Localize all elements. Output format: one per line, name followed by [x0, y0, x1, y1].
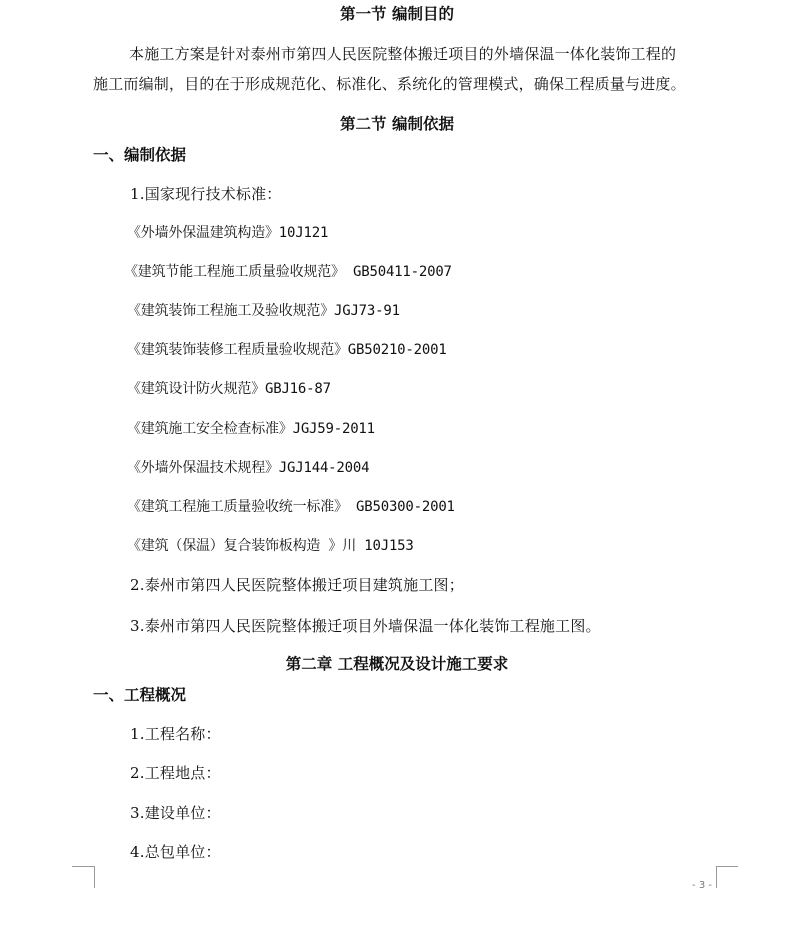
overview-item-general-contractor: 4.总包单位：: [130, 843, 221, 861]
crop-mark-right: [716, 866, 717, 888]
chapter-heading-overview: 第二章 工程概况及设计施工要求: [285, 654, 509, 673]
standard-item: 《建筑装饰工程施工及验收规范》JGJ73-91: [127, 303, 400, 319]
standard-item: 《外墙外保温建筑构造》10J121: [127, 225, 329, 241]
overview-item-owner: 3.建设单位：: [130, 804, 221, 822]
section-heading-purpose: 第一节 编制目的: [340, 4, 454, 23]
section-heading-basis: 第二节 编制依据: [340, 114, 454, 133]
basis-item-3: 3.泰州市第四人民医院整体搬迁项目外墙保温一体化装饰工程施工图。: [130, 617, 601, 635]
overview-item-location: 2.工程地点：: [130, 764, 221, 782]
purpose-paragraph-line-2: 施工而编制，目的在于形成规范化、标准化、系统化的管理模式，确保工程质量与进度。: [93, 75, 686, 93]
standard-item: 《建筑装饰装修工程质量验收规范》GB50210-2001: [127, 342, 447, 358]
standard-item: 《外墙外保温技术规程》JGJ144-2004: [127, 460, 370, 476]
standard-item: 《建筑设计防火规范》GBJ16-87: [127, 381, 331, 397]
standard-item: 《建筑工程施工质量验收统一标准》 GB50300-2001: [127, 499, 455, 515]
crop-mark-right-horizontal: [716, 866, 738, 867]
basis-item-2: 2.泰州市第四人民医院整体搬迁项目建筑施工图；: [130, 576, 464, 594]
standard-item: 《建筑（保温）复合装饰板构造 》川 10J153: [127, 538, 414, 554]
subheading-basis: 一、编制依据: [93, 145, 187, 164]
basis-item-1: 1.国家现行技术标准：: [130, 185, 282, 203]
crop-mark-left-horizontal: [72, 866, 94, 867]
page-number: - 3 -: [692, 880, 712, 891]
standard-item: 《建筑节能工程施工质量验收规范》 GB50411-2007: [124, 264, 452, 280]
overview-item-project-name: 1.工程名称：: [130, 725, 221, 743]
purpose-paragraph-line-1: 本施工方案是针对泰州市第四人民医院整体搬迁项目的外墙保温一体化装饰工程的: [129, 45, 677, 63]
standard-item: 《建筑施工安全检查标准》JGJ59-2011: [127, 421, 375, 437]
crop-mark-left: [72, 866, 95, 888]
subheading-overview: 一、工程概况: [93, 685, 187, 704]
